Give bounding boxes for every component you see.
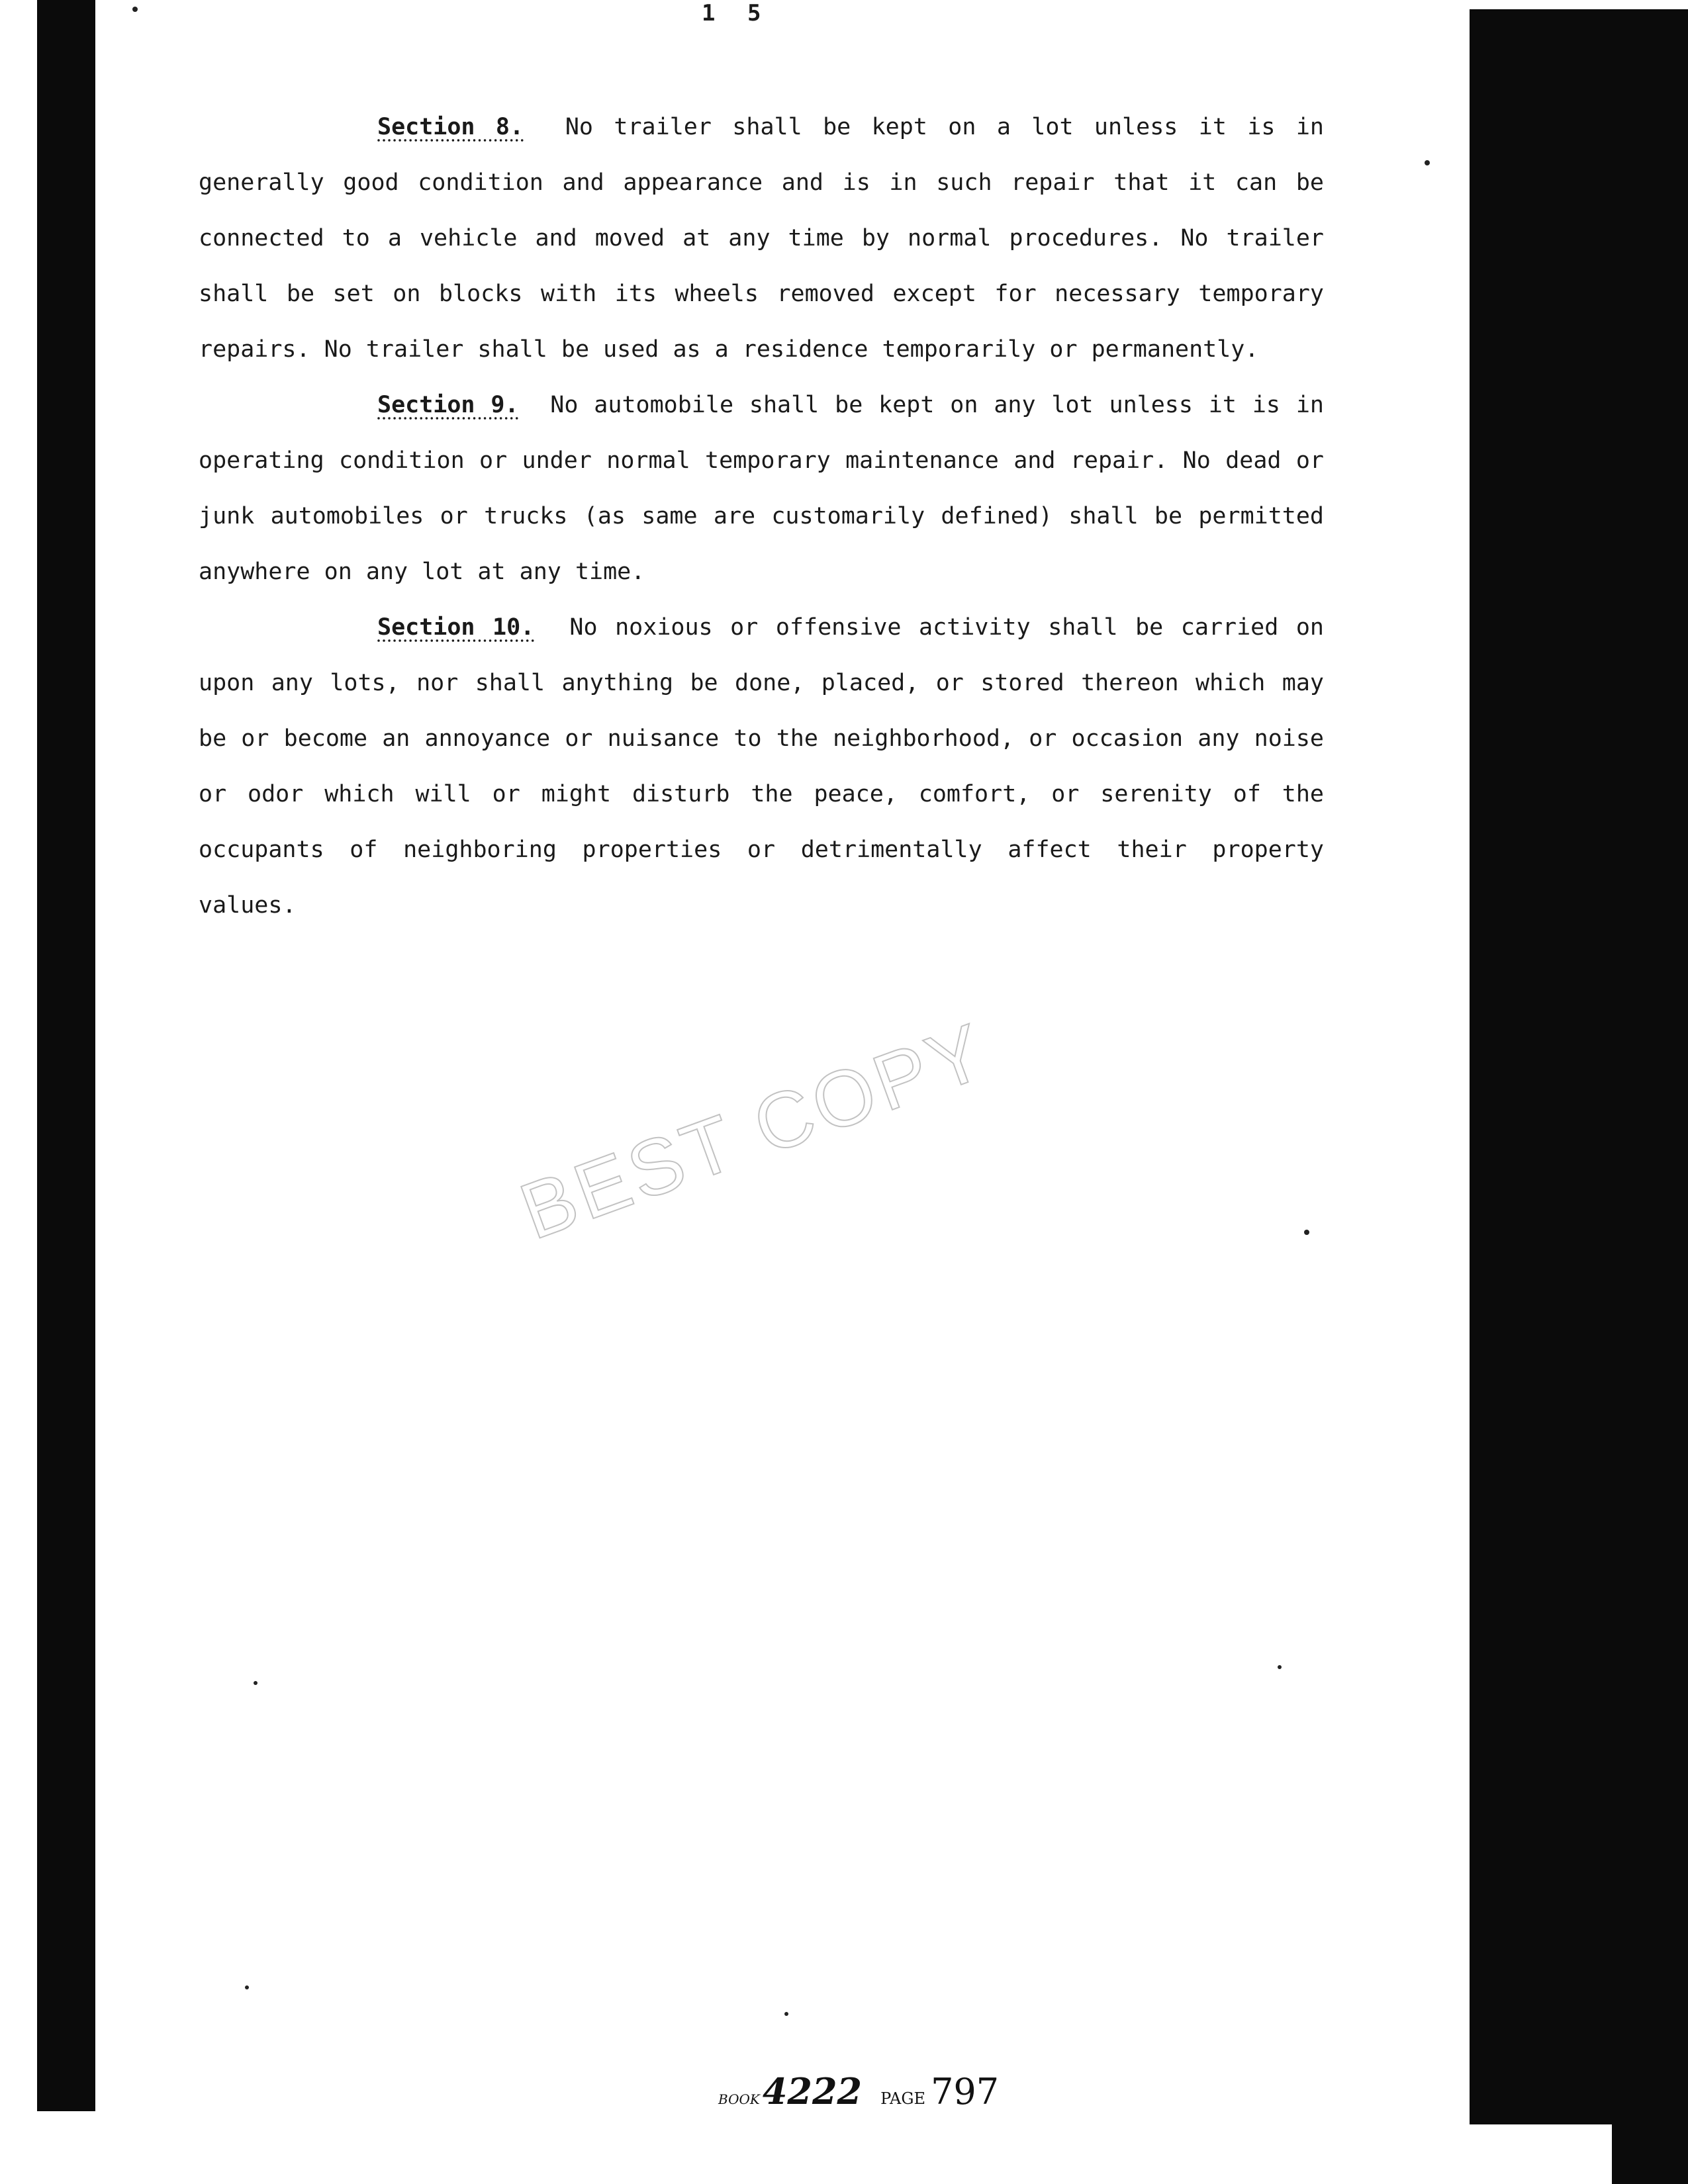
section-heading: Section 9. xyxy=(377,392,519,418)
scan-speck xyxy=(245,1985,249,1989)
section-10 xyxy=(199,600,1324,933)
scan-speck xyxy=(1278,1665,1282,1669)
scan-edge-right xyxy=(1470,9,1688,2184)
scan-speck xyxy=(132,7,138,12)
scan-edge-notch xyxy=(1470,2124,1612,2184)
section-heading: Section 10. xyxy=(377,614,535,641)
book-page-number: 797 xyxy=(931,2071,1000,2113)
book-volume: 4222 xyxy=(762,2070,863,2113)
scan-speck xyxy=(1425,160,1430,165)
book-label: BOOK xyxy=(718,2091,760,2107)
scan-speck xyxy=(784,2012,788,2016)
page-label: PAGE xyxy=(880,2089,926,2108)
scan-edge-left xyxy=(37,0,95,2111)
scan-speck xyxy=(1304,1230,1309,1235)
section-text: No automobile shall be kept on any lot unless it is in operating condition or under normal temporary maintenance and repair. No dead or junk automobiles or trucks (as same are customarily defined) shall be permitted anywhere on any lot at any time. xyxy=(199,392,1324,585)
best-copy-stamp: BEST COPY xyxy=(509,1005,1000,1257)
document-body xyxy=(199,99,1324,933)
page-mark: 1 5 xyxy=(702,0,771,26)
section-text: No noxious or offensive activity shall be carried on upon any lots, nor shall anything be done, placed, or stored thereon which may be or become an annoyance or nuisance to the neighborhood, or occasion any noise or odor which will or might disturb the peace, comfort, or serenity of the occupants of neighboring properties or detrimentally affect their property values. xyxy=(199,614,1325,919)
section-text: No trailer shall be kept on a lot unless it is in generally good condition and appearance and is in such repair that it can be connected to a vehicle and moved at any time by normal procedures. No trailer shall be set on blocks with its wheels removed except for necessary temporary repairs. No trailer shall be used as a residence temporarily or permanently. xyxy=(199,114,1324,363)
book-page-reference xyxy=(718,2070,999,2113)
section-8 xyxy=(199,99,1324,377)
scan-speck xyxy=(254,1681,258,1685)
section-heading: Section 8. xyxy=(377,114,524,140)
section-9 xyxy=(199,377,1324,600)
